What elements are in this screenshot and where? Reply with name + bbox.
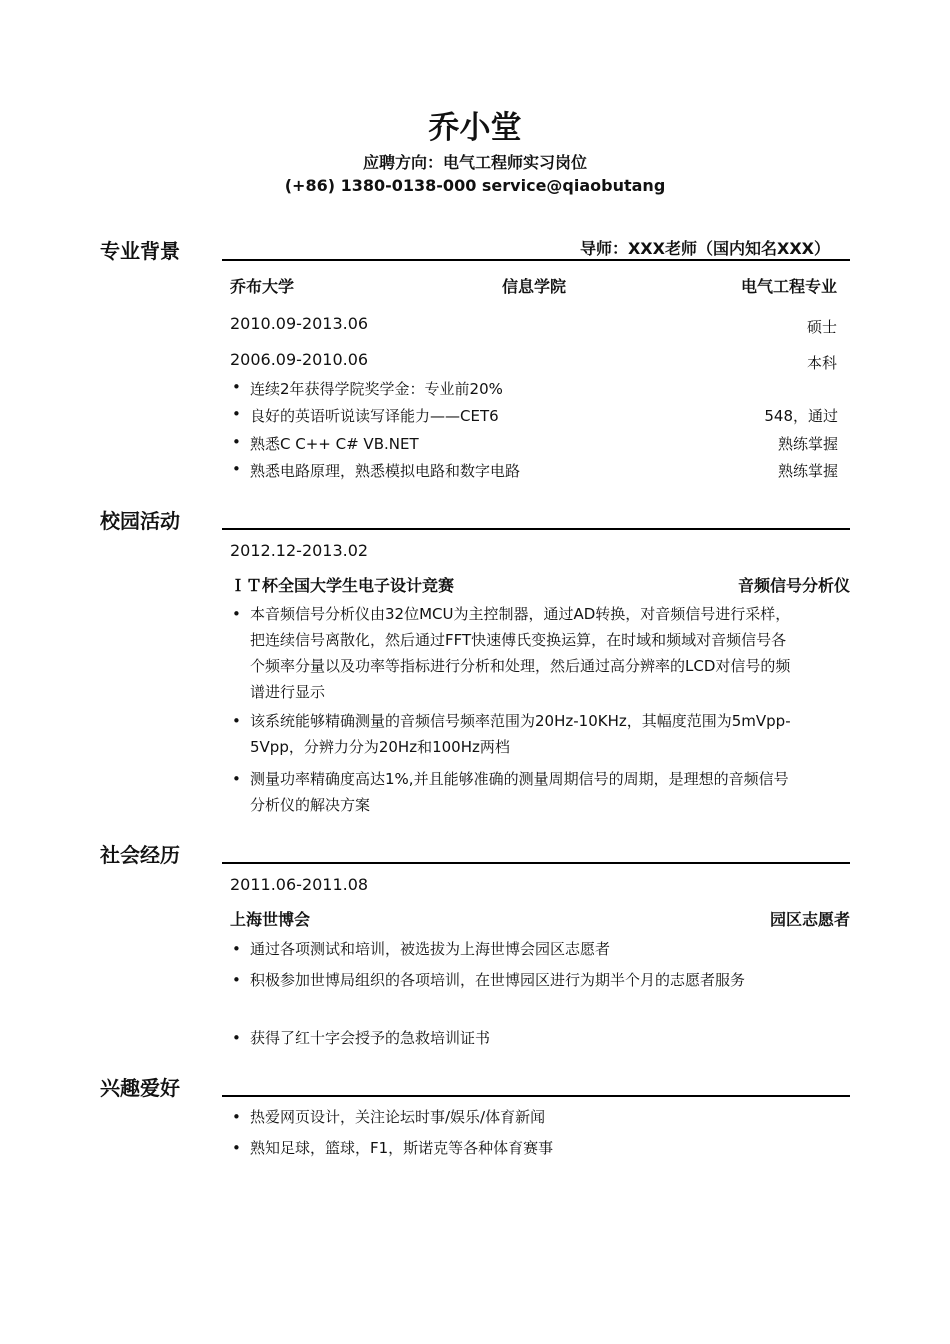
degree-date: 2006.09-2010.06 (230, 350, 369, 369)
section-title-social: 社会经历 (100, 843, 180, 867)
activity-date: 2012.12-2013.02 (230, 541, 369, 560)
list-item-text: 获得了红十字会授予的急救培训证书 (250, 1029, 491, 1047)
resume-name: 乔小堂 (428, 110, 522, 146)
list-item-note: 熟练掌握 (777, 435, 838, 453)
list-item-text: 该系统能够精确测量的音频信号频率范围为20Hz-10KHz，其幅度范围为5mVpp-5Vpp，分辨力分为20Hz和100Hz两档 (250, 712, 791, 756)
list-item-text: 本音频信号分析仪由32位MCU为主控制器，通过AD转换，对音频信号进行采样，把连续信号离散化，然后通过FFT快速傅氏变换运算，在时域和频域对音频信号各个频率分量以及功率等指标进行分析和处理，然后通过高分辨率的LCD对信号的频谱进行显示 (250, 605, 791, 701)
section-rule (222, 259, 850, 261)
bullet-icon: • (232, 712, 241, 730)
bullet-icon: • (232, 1108, 241, 1126)
event-name: 上海世博会 (230, 910, 311, 929)
list-item (232, 967, 792, 993)
bullet-icon: • (232, 460, 241, 478)
college-name: 信息学院 (502, 277, 567, 296)
list-item-text: 熟知足球，篮球，F1，斯诺克等各种体育赛事 (250, 1139, 554, 1157)
bullet-icon: • (232, 1029, 241, 1047)
list-item-text: 积极参加世博局组织的各项培训，在世博园区进行为期半个月的志愿者服务 (250, 971, 746, 989)
degree-label: 硕士 (806, 318, 837, 336)
bullet-icon: • (232, 1139, 241, 1157)
list-item-text: 熟悉C C++ C# VB.NET (250, 435, 419, 453)
bullet-icon: • (232, 940, 241, 958)
bullet-icon: • (232, 770, 241, 788)
section-title-campus: 校园活动 (100, 509, 180, 533)
list-item-text: 熟悉电路原理，熟悉模拟电路和数字电路 (250, 462, 521, 480)
bullet-icon: • (232, 433, 241, 451)
list-item (232, 378, 838, 402)
contact-line: (+86) 1380-0138-000 service@qiaobutang (284, 176, 666, 195)
list-item-text: 测量功率精确度高达1%,并且能够准确的测量周期信号的周期，是理想的音频信号分析仪的解决方案 (250, 770, 789, 814)
major-name: 电气工程专业 (740, 277, 837, 296)
list-item (232, 433, 838, 457)
list-item (232, 936, 792, 962)
event-name: ＩＴ杯全国大学生电子设计竞赛 (230, 576, 455, 595)
list-item (232, 708, 792, 760)
role-name: 园区志愿者 (769, 910, 850, 929)
list-item (232, 405, 838, 429)
list-item (232, 1135, 792, 1161)
bullet-icon: • (232, 971, 241, 989)
list-item (232, 1104, 792, 1130)
list-item-text: 热爱网页设计，关注论坛时事/娱乐/体育新闻 (250, 1108, 546, 1126)
section-rule (222, 528, 850, 530)
list-item (232, 601, 792, 705)
list-item-text: 良好的英语听说读写译能力——CET6 (250, 407, 499, 425)
school-name: 乔布大学 (230, 277, 295, 296)
list-item-note: 熟练掌握 (777, 462, 838, 480)
list-item (232, 460, 838, 484)
bullet-icon: • (232, 378, 241, 396)
list-item-note: 548，通过 (764, 407, 838, 425)
list-item-text: 连续2年获得学院奖学金：专业前20% (250, 380, 503, 398)
activity-date: 2011.06-2011.08 (230, 875, 369, 894)
bullet-icon: • (232, 405, 241, 423)
section-rule (222, 862, 850, 864)
position-line: 应聘方向：电气工程师实习岗位 (362, 153, 587, 172)
list-item (232, 766, 792, 818)
advisor-text: 导师：XXX老师（国内知名XXX） (579, 239, 830, 258)
degree-date: 2010.09-2013.06 (230, 314, 369, 333)
section-title-hobbies: 兴趣爱好 (100, 1076, 180, 1100)
bullet-icon: • (232, 605, 241, 623)
degree-label: 本科 (806, 354, 837, 372)
section-rule (222, 1095, 850, 1097)
list-item-text: 通过各项测试和培训，被选拔为上海世博会园区志愿者 (250, 940, 611, 958)
section-title-education: 专业背景 (100, 239, 180, 263)
role-name: 音频信号分析仪 (737, 576, 850, 595)
list-item (232, 1025, 792, 1051)
